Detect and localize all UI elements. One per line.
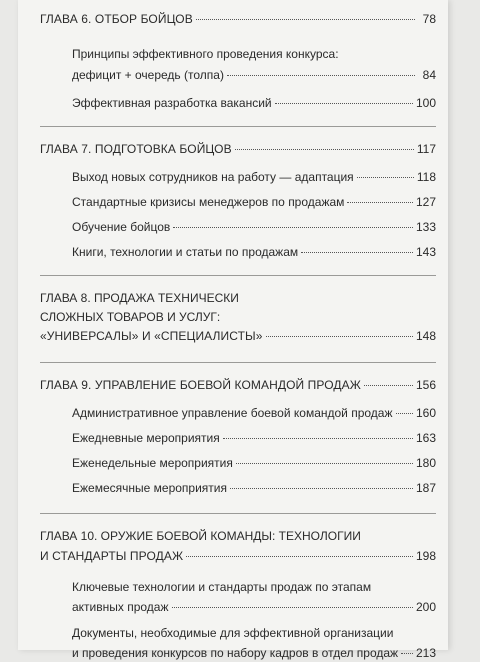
entry-last-line bbox=[72, 169, 436, 186]
entry-text: Ежедневные мероприятия bbox=[72, 431, 220, 445]
leader-dots bbox=[227, 75, 415, 76]
leader-dots bbox=[301, 252, 413, 253]
leader-dots bbox=[186, 556, 413, 557]
chapter-8 bbox=[40, 290, 436, 345]
toc-entry bbox=[72, 194, 436, 211]
entry-text: Стандартные кризисы менеджеров по продажам bbox=[72, 195, 345, 209]
page-number: 180 bbox=[415, 456, 436, 470]
page-number: 100 bbox=[415, 96, 436, 110]
entry-last-line bbox=[72, 480, 436, 497]
entry-last-line bbox=[72, 95, 436, 112]
leader-dots bbox=[266, 336, 413, 337]
leader-dots bbox=[364, 385, 413, 386]
entry-text: Книги, технологии и статьи по продажам bbox=[72, 245, 299, 259]
page-number: 213 bbox=[415, 646, 436, 660]
leader-dots bbox=[236, 463, 413, 464]
entry-last-line bbox=[72, 430, 436, 447]
chapter-title: ГЛАВА 7. ПОДГОТОВКА БОЙЦОВ bbox=[40, 142, 232, 156]
toc-entry bbox=[72, 430, 436, 447]
entry-text: и проведения конкурсов по набору кадров в отдел продаж bbox=[72, 646, 399, 660]
entry-line: Принципы эффективного проведения конкурса: bbox=[72, 47, 339, 61]
leader-dots bbox=[357, 177, 414, 178]
chapter-6 bbox=[40, 11, 436, 112]
entry-line: Ключевые технологии и стандарты продаж по этапам bbox=[72, 580, 372, 594]
section-divider bbox=[40, 275, 436, 276]
section-divider bbox=[40, 362, 436, 363]
page-number: 143 bbox=[415, 245, 436, 259]
section-divider bbox=[40, 126, 436, 127]
page-number: 148 bbox=[415, 329, 436, 343]
page-number: 78 bbox=[422, 12, 436, 26]
entry-last-line bbox=[72, 219, 436, 236]
entry-last-line bbox=[72, 194, 436, 211]
page-number: 84 bbox=[422, 68, 436, 82]
toc-entry bbox=[72, 169, 436, 186]
page-number: 133 bbox=[415, 220, 436, 234]
entry-text: активных продаж bbox=[72, 600, 169, 614]
toc-entry bbox=[72, 219, 436, 236]
page-number: 200 bbox=[415, 600, 436, 614]
toc-entry bbox=[72, 480, 436, 497]
leader-dots bbox=[223, 438, 413, 439]
entry-text: Еженедельные мероприятия bbox=[72, 456, 233, 470]
toc-entry bbox=[72, 455, 436, 472]
book-page bbox=[18, 0, 448, 660]
page-number: 160 bbox=[415, 406, 436, 420]
page-number: 117 bbox=[416, 142, 436, 156]
toc-entry bbox=[72, 579, 436, 616]
chapter-title-line: ГЛАВА 8. ПРОДАЖА ТЕХНИЧЕСКИ bbox=[40, 291, 239, 305]
table-of-contents bbox=[40, 8, 436, 662]
chapter-heading bbox=[40, 11, 436, 28]
entry-text: Ежемесячные мероприятия bbox=[72, 481, 227, 495]
toc-entry bbox=[72, 46, 436, 84]
leader-dots bbox=[196, 19, 415, 20]
page-number: 118 bbox=[416, 170, 436, 184]
chapter-title: ГЛАВА 6. ОТБОР БОЙЦОВ bbox=[40, 12, 193, 26]
entry-line: Документы, необходимые для эффективной организации bbox=[72, 626, 394, 640]
entry-last-line bbox=[72, 67, 436, 84]
leader-dots bbox=[347, 202, 413, 203]
chapter-heading bbox=[40, 377, 436, 394]
chapter-title-line: СЛОЖНЫХ ТОВАРОВ И УСЛУГ: bbox=[40, 310, 221, 324]
leader-dots bbox=[173, 227, 413, 228]
chapter-heading bbox=[40, 548, 436, 565]
entry-last-line bbox=[72, 405, 436, 422]
entry-text: Административное управление боевой командой продаж bbox=[72, 406, 393, 420]
chapter-title: И СТАНДАРТЫ ПРОДАЖ bbox=[40, 549, 184, 563]
entry-last-line bbox=[72, 244, 436, 261]
entry-last-line bbox=[72, 455, 436, 472]
entry-text: Обучение бойцов bbox=[72, 220, 171, 234]
entry-text: Эффективная разработка вакансий bbox=[72, 96, 272, 110]
page-number: 156 bbox=[415, 378, 436, 392]
leader-dots bbox=[172, 607, 413, 608]
entry-last-line bbox=[72, 599, 436, 616]
chapter-heading bbox=[40, 328, 436, 345]
toc-entry bbox=[72, 405, 436, 422]
entry-text: дефицит + очередь (толпа) bbox=[72, 68, 224, 82]
chapter-title: ГЛАВА 9. УПРАВЛЕНИЕ БОЕВОЙ КОМАНДОЙ ПРОДАЖ bbox=[40, 378, 361, 392]
chapter-title-line: ГЛАВА 10. ОРУЖИЕ БОЕВОЙ КОМАНДЫ: ТЕХНОЛОГИИ bbox=[40, 529, 361, 543]
page-number: 198 bbox=[415, 549, 436, 563]
leader-dots bbox=[396, 413, 413, 414]
chapter-9 bbox=[40, 377, 436, 497]
leader-dots bbox=[230, 488, 413, 489]
page-number: 163 bbox=[415, 431, 436, 445]
leader-dots bbox=[401, 653, 413, 654]
chapter-heading bbox=[40, 141, 436, 158]
entry-last-line bbox=[72, 645, 436, 662]
leader-dots bbox=[275, 103, 413, 104]
chapter-title: «УНИВЕРСАЛЫ» И «СПЕЦИАЛИСТЫ» bbox=[40, 329, 263, 343]
toc-entry bbox=[72, 95, 436, 112]
page-number: 127 bbox=[415, 195, 436, 209]
chapter-10 bbox=[40, 528, 436, 662]
leader-dots bbox=[235, 149, 414, 150]
page-number: 187 bbox=[415, 481, 436, 495]
chapter-7 bbox=[40, 141, 436, 261]
entry-text: Выход новых сотрудников на работу — адаптация bbox=[72, 170, 354, 184]
section-divider bbox=[40, 513, 436, 514]
toc-entry bbox=[72, 244, 436, 261]
toc-entry bbox=[72, 625, 436, 662]
